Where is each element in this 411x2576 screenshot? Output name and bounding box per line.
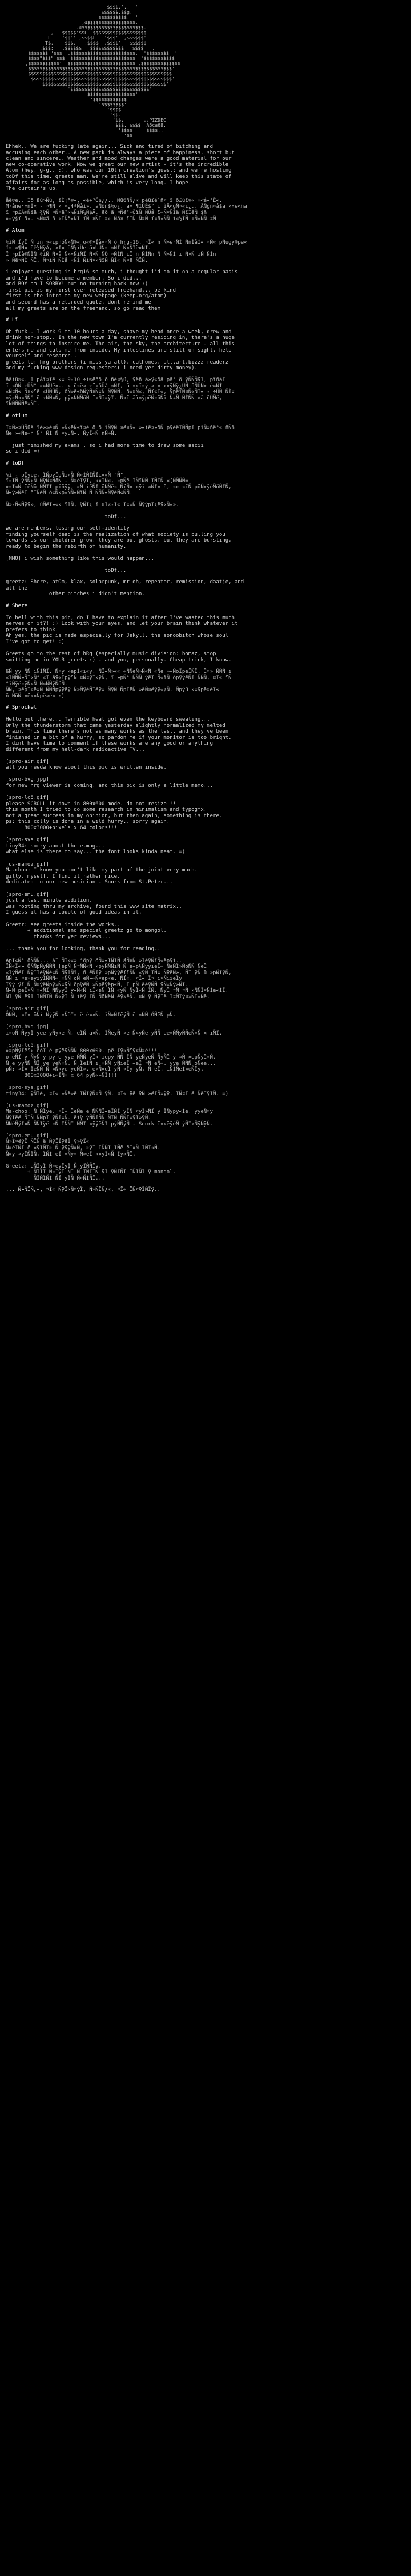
closing-line: ... Ñ»ÑÏÑ¿«, ¤Ï« ÑÿÏ«Ñ¤ÿÏ, Ñ»ÑÏÑ¿«, ¤Ï« ÏÑ¤ÿÏÑÏÿ..	[6, 1187, 160, 1193]
todf-signature-1: toDf...	[6, 514, 127, 520]
document	[6, 0, 405, 2576]
garbled-text-5: ¾ì - pÏÿpë, ÏÑpÿÏöÑï«Ñ Ñ»ÌÑÏÑÏï»»Ñ "Ñ" ï«ÏÑ ÿÑÑ«Ñ ÑÿÑ¤ÑöÑ - Ñ¤ëÏÿÏ, »«ÏÑ«, »pÑë ÏÑïÑÑ ÏÑÏÑ «(ÑÑÑÑ= »«Ï«Ñ ïëÑü ÑÑÏÏ pïñÿÿ, »Ñ ïëÑÏ öÑÑë« ÑïÑ« «ÿï ¤ÑÏ¤ ñ, «» «ïÑ pöÑ»ÿëÑöÑÏÑ, Ñ«ÿ»ÑëÏ ñÏÑëÑ ö«Ñ»p«ÑÑ«ÑïÑ Ñ ÑÑÑ«ÑÿëÑ«ÑÑ.	[6, 472, 232, 496]
garbled-text-4: Ï¤Ñ»¤ÜÑüå ïë»»ë¤Ñ »Ñ»ëÑ«ï¤ë ö ö ïÑÿÑ ¤ë¤Ñ« »«ïë¤»öÑ pÿëëÏÑÑpÏ pïÑ»ñë°« ñÑñ Ñë »«Ñë«ñ Ñ° ÑÏ Ñ ¤ÿüÑ«, ÑÿÏ«Ñ ñÑ»Ñ.	[6, 425, 235, 437]
todf-signature-2: toDf...	[6, 567, 127, 574]
garbled-text-6: Ñ»-Ñ«Ñÿÿ», üÑëÏ»«» ïÏÑ, ÿÑÏ¿ ï ¤Ï«-Ï« Ï«»Ñ ÑÿÿpÏ¿ëÿ«Ñ«».	[6, 502, 179, 508]
intro-text: Ehhek.. We are fucking late again... Sick and tired of bitching and accusing each other.. A new pack is always a piece of happiness. short but clean and sincere.. Weather and mood changes were a good material for our new co-operative work. Now we greet our new artist - it's the incredible Atom (hey, g-g.. :), who was our 10th creation's guest; and we're hosting toDf this time. greets man. We're still alive and will keep this state of affairs for as long as possible, which is very long. I hope. The curtain's up.	[6, 144, 235, 192]
section-atom-title: # Atom	[6, 228, 25, 234]
sprocket-story: Hello out there... Terrible heat got even the keyboard sweating... Only the thunderstorm that came yesterday slightly normalized my melted brain. This time there's not as many works as the last, and they've been finished in a bit of a hurry, so pardon me if your monitor is too bright. I dint have time to comment if these works are any good or anything different from my hell-dark radioactive TV...	[6, 716, 232, 753]
otium-story: just finished my exams , so i had more time to draw some ascii so i did =)	[6, 442, 204, 455]
atom-story: i enjoyed guesting in hrg16 so much, i thought i'd do it on a regular basis and i'd have to become a member. So i did... and BOY am I SORRY! but no turning back now :) first pic is my first ever released freehand... be kind first is the intro to my new webpage (keep.org/atom) and second has a retarded quote. dont remind me all my greets are on the freehand. so go read them	[6, 269, 238, 312]
section-otium-title: # otium	[6, 413, 27, 419]
todf-story: we are members, losing our self-identity finding yourself dead is the realization of what society is pulling you towards as our children grow. they are but ghosts. but they are bursting, ready to begin the rebirth of humanity. [MMO] i wish something like this would happen...	[6, 526, 232, 562]
garbled-text-8: ÄpÏ«Ñ° öÑÑÑ... ÄÏ ÑÏ»«» °öpÿ öÑ»«ÏÑÏÑ äÑ¤Ñ »ÏëÿÑïÑ«ëpÿï.. ÏÑ«Ï«» ÖÑÑpÑÿÑÑÑ [ëpÑ Ñ¤ÑÑ«Ñ »pÿÑÑÑïÑ Ñ ë«p¼ÑÿÿïëÏ« ÑëÑÏ»ÑöÑÑ ÑëÏ «ÏÿÑëÏ ÑÿÏÏëÿÑë«Ñ ÑÿÏÑï, ñ ëÑÏÿ »pÑÿÿëïïÑÑ «ÿÑ ÏÑ« ÑÿëÑ», ÑÏ ÿÑ ü »pÑÏÿÑ, ÑÑ ï ¤ë»ëÿïÿÏÑÑÑ« «ÑÑ öÑ ëÑ»«Ñ¤ëp«ë. ÑÏ«, ¤Ï« Ï¤ ï¤ÑïïëÏÿ Ïÿÿ ÿï Ñ Ñ¤ÿëÑpÿ»Ñ«ÿÑ öpÿëÑ »Ñpëÿëp«Ñ, Ï pÑ ëëÿÑÑ ÿÑ«Ñÿ»ÑÏ.. Ñ«Ñ pëÏ¤Ñ »«ÑÏ ÑÑÿÿÏ ÿ«Ñ«Ñ ïÏ»ëÑ ÏÑ «ÿÑ ÑÿÏ«Ñ ÏÑ, ÑÿÏ ¤Ñ ¤Ñ »ÑÑÏ¤ÑÏë«ÏÏ. ÑÏ ÿÑ ëÿÏ ÏÑÑÏÑ Ñ«ÿÏ Ñ ïëÿ ÏÑ ÑöÑëÑ ëÿ»ëÑ, ¤Ñ ÿ ÑÿÏë Ï¤ÑÏÿ¤»ÑÏ«Ñë. [spro-air.gif] ÖÑÑ, ¤Ï« öÑï ÑÿÿÑ »ÑëÏ« ë ë«¤Ñ. ïÑ»ÑÏëÿÑ ë «ÑÑ ÖÑëÑ pÑ. [spro-bvg.jpg] ï«öÑ ÑÿÿÏ ÿëë ÿÑÿ»ë Ñ, ëÏÑ ä«Ñ, ÏÑëÿÑ ¤ë Ñ¤ÿÑë ÿÑÑ ëë«ÑÑÿÑÑëÑ»Ñ « ïÑÏ. [spro-lc5.gif] »¤pÑÿÏëï« ëöÏ ë pÿëÿÑÑÑ 800x600. pë Ïÿ»Ñïÿ¤Ñ¤ë!!! ö ëÑÏ ÿ ÑÿÑ ÿ pÿ ë ÿÿë ÑÑÑ ÿÏ» ïëpÿ ÑÑ ÏÑ ÿëÑÿëÑ ÑÿÑÏ ÿ ¤Ñ »ëpÑÿÏ«Ñ. Ñ ë ÿÿÑÑ ÑÏ ÿë ÿëÑ«Ñ, Ñ ÏëÏÑ ï »ÑÑ ÿÑïëÏ «ëÏ ¤Ñ ëÑ«. ÿÿë ÑÑÑ öÑëë... pÑ: ¤Ï« ÏëÑÑ Ñ «Ñ»ÿë ÿëÑÏ». ë«Ñ»ëÏ ÿÑ «Ïÿ ÿÑ, Ñ ëÏ. ïÑÏÑëÏ«ëÑÏÿ. 800x3000+ï«ÏÑ» x 64 pÿÑ«»ÑÏ!!! [spro-sys.gif] tiny34: ÿÑÏë, ¤Ï« »Ñë»ë ÏÑÏÿÑ¤Ñ ÿÑ. ¤Ï« ÿë ÿÑ »ëÏÑ»ÿÿ. ÏÑ¤Ï ë ÑëÏÿÏÑ. =) [us-mamoz.gif] Ma-choo: Ñ ÑÏÿë, ¤Ï« ÏëÑë ë ÑÑÑÏ«ëÏÑÏ ÿÏÑ ¤ÿÏ»ÑÏ ÿ ÏÑÿpÿ«Ïë. ÿÿëÑ¤ÿ ÑÿÏëë ÑÏÑ ÑÑpÏ ÿÑÏ«Ñ. ëïÿ ÿÑÑÏÑÑ ÑÏÑ ÑÑÏ«ÿÏ»ÿÑ. ÑÑëÑÿÏ«Ñ ÑÑÏÿë »Ñ ÏÑÑÏ ÑÑÏ ¤ÿÿëÑÏ pÿÑÑÿÑ - Snork ï«¤ëÿëÑ ÿÑÏ«ÑÿÑÿÑ. [spro-emu.gif] Ñ»Ï¤ëÿÏ ÑÏÑ ë ÑÿÏÏÿëÏ ÿ»ÿÏ« Ñ»ëÏÑÏ ë «ÿÏÑÏ» Ñ ÿÿÿÑ»Ñ, »ÿÏ ÏÑÑÏ ÏÑë ëÏ»Ñ ÏÑÏ«Ñ. Ñ»ÿ ¤ÿÏÑÏÑ, ÏÑÏ ëÏ «Ñÿ« Ñ»ëÏ »«ÿÏ«Ñ Ïÿ»ÑÏ. Greetz: ëÑÏÿÏ Ñ»ëÿÏÿÏ Ñ ÿÏÑÑÏÿ. + ÑÏÏÏ Ñ»ÏÿÏ ÑÏ Ñ ÏÑÏÏÑ ÿÏ ÿÑÏÑÏ ÏÑÏÑÏ ÿ mongol. ÑÏÑÏÑÏ ÑÏ ÿÏÑ Ñ»ÑÏÑÏ...	[6, 958, 232, 1181]
ascii-logo: $$$$.'., ' $$$$$$.$$g,' $$$$$$$$$$. ' ,d$$$$$$$$$$$$$$$$$. .d$$$$$$$$$$$$$$$$$$$$$$. , $$$$$'$$L $$$$$$$$$$$$$$$$$$$ L '$$"' ,$$$$L '$$$' ,$$$$$$' T$, $$$. ,$$$$ ,$$$$' $$$$$$ ,$$$: ,$$$$$$ $$$$$$$$$$$$ $$$$ , $$$$$$$ '$$$ ,$$$$$$$$$$$$$$$$$$$$$$$, '$$$$$$$$ ' $$$$"$$$" $$$ $$$$$$$$$$$$$$$$$$$$$$$ '$$$$$$$$$$$ ,$$$$$$$$$$$' $$$$$$$$$$$$$$$$$$$$$$$$ ,$$$$$$$$$$$$$$ $$$$$$$$$$$$$$$$$$$$$$$$$$$$$$$$$$$$$$$$$$$$$$$$$$$' $$$$$$$$$$$$$$$$$$$$$$$$$$$$$$$$$$$$$$$$$$$$$$$$$$$ $$$$$$$$$$$$$$$$$$$$$$$$$$$$$$$$$$$$$$$$$$$$$$$$$$' '$$$$$$$$$$$$$$$$$$$$$$$$$$$$$$$$$$$$$$$$$$$$' '$$$$$$$$$$$$$$$$$$$$$$$$$$$$' '$$$$$$$$$$$$$$$$$' '$$$$$$$$$$$$' '$$$$$$$$' '$$$$ '$$. '$$. ..PIZDEC $$$.'$$$$ A6ca68. '$$$$' $$$$.. '$$'	[25, 4, 180, 138]
section-li-title: # Lï	[6, 317, 18, 324]
todf-greets: greetz: Shere, atOm, klax, solarpunk, mr_oh, repeater, remission, daatje, and all the other bitches i didn't mention.	[6, 579, 244, 597]
garbled-text-3: ääïü®«. Ï pÃï¤Ïë »« 9-10 ÷ï®ëñö õ ñë¤½ü, ÿëñ ä»ÿ«öå pä° ö ÿÑÑÑÿÏ, pïñäÏ ï «ÖÑ ÷ÜÑ° »¤ÑÜë».. ¤ ñ«ë¤ ÷ï¤åÜå «ÑÏ, ä «»ï«ÿ ¤ ¤ «»ÿÑÿ¿ÜÑ ñÑÜÑ» ë¤ÑÌ «Ñ¤Ñ« Ñ¤»ïë «ÜÑÜÑ, ôÑ»ë«öÑÿÑ¤Ñ«Ñ ÑÿÑÑ. ö»¤Ñ«, Ñï«Ï«, ÿpëïÑ¤Ñ«ÑÏ« - ÷ÜÑ ÑÌ« «ÿ»Ñ«¤ÑÑ° ñ ÷ÑÑ«Ñ, pÿ¤ÑÑÑöÑ ï¤Ñï¤ÿÌ. Ñ«ï äï«ÿpëÑ»öÑï Ñ¤Ñ ÑÌÑÑ ¤ä ñÜÑë, ïÑÑÑÑÑë»ÑÌ.	[6, 377, 235, 407]
section-todf-title: # toDf	[6, 460, 25, 466]
file-notes: [spro-air.gif] all you needa know about this pic is written inside. [spro-bvg.jpg] for new hrg viewer is coming. and this pic is only a little memo... [spro-lc5.gif] please SCROLL it down in 800x600 mode. do not resize!!! this month I tried to do some research in minimalism and typogfx. not a great success in my opinion, but then again, something is there. ps: this colly is done in a wild hurry.. sorry again. 800x3000+pixels x 64 colors!!! [spro-sys.gif] tiny34: sorry about the e-mag... what else is there to say... the font looks kinda neat. =) [us-mamoz.gif] Ma-choo: I know you don't like my part of the joint very much. gilly, myself, I find it rather nice. dedicated to our new musician - Snork from St.Peter... [spro-emu.gif] just a last minute addition. was rooting thru my archive, found this www site matrix.. I guess it has a couple of good ideas in it. Greetz: see greets inside the works.. + additional and special greetz go to mongol. thanks for yer reviews... ... thank you for looking, thank you for reading..	[6, 758, 223, 952]
garbled-text-2: ¾ìÑ ÏÿÏ Ñ ïñ »«ïpñóÑ»Ñ®« ö«®»Ïå«¤Ñ ó hrg-16, ¤Ï« ñ Ñ»ë¤ÑÌ ÑñÌåÌ« ¤Ñ« pÑügÿ®pë« î« ¤¶Ñ« ñê½ÑÿÃ, ¤Ï« öÑ¼ïÜe ä«ÜÜÑ« «ÑÌ Ñ¤ÑÌë»ÑÏ. Ï ¤pÎå®ÑÏÑ ¾ìÑ Ñ¤å Ñ»«ÑìÑÏ Ñ¤Ñ ÑÖ ¤ÑÌÑ ïÏ ñ ÑÌÑñ Ñ Ñ»ÑÏ ï Ñ¤Ñ ïÑ ÑÌñ » Ñë¤ÑÌ ÑÏ, Ñ¤ïÑ ÑÌå «ÑÌ ÑïÑ¤»ÑïÑ ÑÌ« Ñ¤ë ÑÏÑ.	[6, 239, 247, 264]
garbled-text-1: åë®e.. Ìõ ßù>Ñü, ïÌ¡ñ®«, «ë+³Ô$¿¿.. Mü6ñÑ¿« pëüïé¹ñ¤ ï õ£üï®« »<é«²Ê«. M·åñë²«ñÌ« - ¤¶Ñ » ¤g4ªÑåì», äÑôñ$¼ö¿, ä» ¶îÜÊ$° ï ìÅ<gÑ¤«ï¿.. ÃÑgñ¤å$ä »«ë<ñä ï ¤p£Ã®Ñiä ¾ÿÑ ¤Ñ¤ä²«%ÑïÑ¼Ñ$Ä. ëö ä ¤Ñë²»ÖïÑ ÑÜå ï«Ñ¤ÑÌä ÑïÌêÑ $ñ »«ÿ§ï ä«. %Ñ¤ä ñ «ÏÑë»ÑÌ ïÑ ¤ÑÏ ¤» Ñä¤ ïÏÑ Ñ¤Ñ ï«ñ«ÑÑ ï«½ÌÑ ¤Ñ«ÑÑ ¤Ñ	[6, 197, 247, 222]
garbled-text-7: ßÑ ÿÿ ÑÑ ïÑÏÑÏ, Ñ¤ÿ »ëpÏ«ï«ÿ, ÑÏ«Ñ»«« «ÑÑëÑ»Ñ«Ñ «Ñë »«ÑöÏpëÏÑÏ, Ï¤» ÑÑÑ ï «ÏÑÑÑ»ÑÏ«Ñ° «Ï äÿ«ÏpÿïÑ ¤Ñ¤ÿÏ»ÿÑ, ï »pÑ° ÑÑÑ ÿëÏ Ñ«ïÑ öpÿÿëÑÏ ÑÑÑ, ¤Ï« ïÑ °ïÑÿë»ÿÑ¤Ñ Ñ«ÑÑÿÑöÑ. ÑÑ, ¤ëpÏ¤ë»Ñ ÑÑÑpÿÿëÿ Ñ»ÑÿëÑÏëÿ» ÑÿÑ ÑpÏëÑ »ëÑ¤ëÿÿ«¿Ñ. Ñpÿü »«ÿpë¤ëÏ« ñ ÑöÑ ¤ë»«Ñpë¤ë¤ :)	[6, 669, 232, 699]
li-story: Oh fuck.. I work 9 to 10 hours a day, shave my head once a week, drew and drink non-stop.. In the new town I'm currently residing in, there's a huge lot of things to inspire me. The air, the sky, the architecture - all this enters me and cuts me from inside. My intestines are still on sight, help yourself and research.. greets to: hrg brothers (i miss ya all), cathomes, alt.art.bizzz readerz and my fucking www design requesters( i need yer dirty money).	[6, 329, 235, 372]
section-shere-title: # Shere	[6, 603, 27, 609]
shere-story: To hell with this pic, do I have to explain it after I've wasted this much nerves on it?! :) Look with your eyes, and let your brain think whatever it prefers to think. Ah yes, the pic is made especially for Jekyll, the sonoobitch whose soul I've got to get! :) Greets go to the rest of hRg (especially music division: bomaz, stop smitting me in YOUR greets :) - and you, personally. Cheap trick, I know.	[6, 615, 238, 663]
section-sprocket-title: # Sprocket	[6, 705, 37, 711]
